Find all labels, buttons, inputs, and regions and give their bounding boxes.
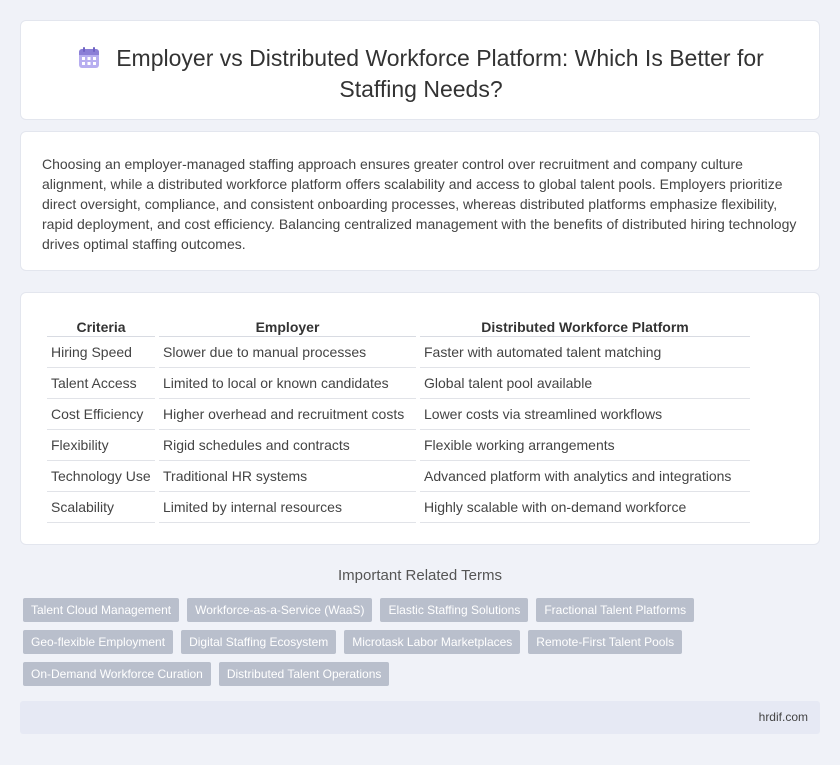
cell-platform: Lower costs via streamlined workflows [420,399,750,430]
cell-criteria: Flexibility [47,430,155,461]
cell-criteria: Talent Access [47,368,155,399]
tag-talent-cloud-management[interactable]: Talent Cloud Management [23,598,179,622]
tag-on-demand-workforce-curation[interactable]: On-Demand Workforce Curation [23,662,211,686]
table-row [47,337,750,368]
comparison-table [43,315,754,523]
page-title: Employer vs Distributed Workforce Platform: Which Is Better for Staffing Needs? [116,45,764,102]
footer-site-link[interactable]: hrdif.com [758,710,808,724]
cell-criteria: Hiring Speed [47,337,155,368]
tag-remote-first-talent-pools[interactable]: Remote-First Talent Pools [528,630,682,654]
related-tags [23,598,813,686]
cell-criteria: Scalability [47,492,155,523]
comparison-card [20,292,820,545]
header-criteria: Criteria [47,315,155,337]
table-row [47,430,750,461]
tag-fractional-talent-platforms[interactable]: Fractional Talent Platforms [536,598,694,622]
related-terms-title: Important Related Terms [338,567,502,584]
header-employer: Employer [159,315,416,337]
footer-bar [20,701,820,734]
tag-workforce-as-a-service[interactable]: Workforce-as-a-Service (WaaS) [187,598,372,622]
cell-employer: Higher overhead and recruitment costs [159,399,416,430]
cell-employer: Limited to local or known candidates [159,368,416,399]
tag-digital-staffing-ecosystem[interactable]: Digital Staffing Ecosystem [181,630,336,654]
tag-microtask-labor-marketplaces[interactable]: Microtask Labor Marketplaces [344,630,520,654]
tag-elastic-staffing-solutions[interactable]: Elastic Staffing Solutions [380,598,528,622]
summary-card [20,131,820,271]
cell-platform: Advanced platform with analytics and integrations [420,461,750,492]
tag-distributed-talent-operations[interactable]: Distributed Talent Operations [219,662,390,686]
tag-geo-flexible-employment[interactable]: Geo-flexible Employment [23,630,173,654]
cell-criteria: Cost Efficiency [47,399,155,430]
cell-employer: Slower due to manual processes [159,337,416,368]
header-platform: Distributed Workforce Platform [420,315,750,337]
calendar-grid-icon [78,47,100,69]
summary-paragraph: Choosing an employer-managed staffing approach ensures greater control over recruitment and company culture alignment, while a distributed workforce platform offers scalability and access to global talent pools. Employers prioritize direct oversight, compliance, and consistent onboarding processes, whereas distributed platforms emphasize flexibility, rapid deployment, and cost efficiency. Balancing centralized management with the benefits of distributed hiring technology drives optimal staffing outcomes. [42,156,797,252]
cell-employer: Traditional HR systems [159,461,416,492]
cell-platform: Highly scalable with on-demand workforce [420,492,750,523]
page-title-wrap [61,43,781,105]
table-row [47,399,750,430]
cell-platform: Global talent pool available [420,368,750,399]
table-row [47,461,750,492]
cell-platform: Flexible working arrangements [420,430,750,461]
title-card [20,20,820,120]
table-row [47,492,750,523]
table-header-row [47,315,750,337]
cell-employer: Limited by internal resources [159,492,416,523]
cell-platform: Faster with automated talent matching [420,337,750,368]
table-row [47,368,750,399]
cell-criteria: Technology Use [47,461,155,492]
cell-employer: Rigid schedules and contracts [159,430,416,461]
